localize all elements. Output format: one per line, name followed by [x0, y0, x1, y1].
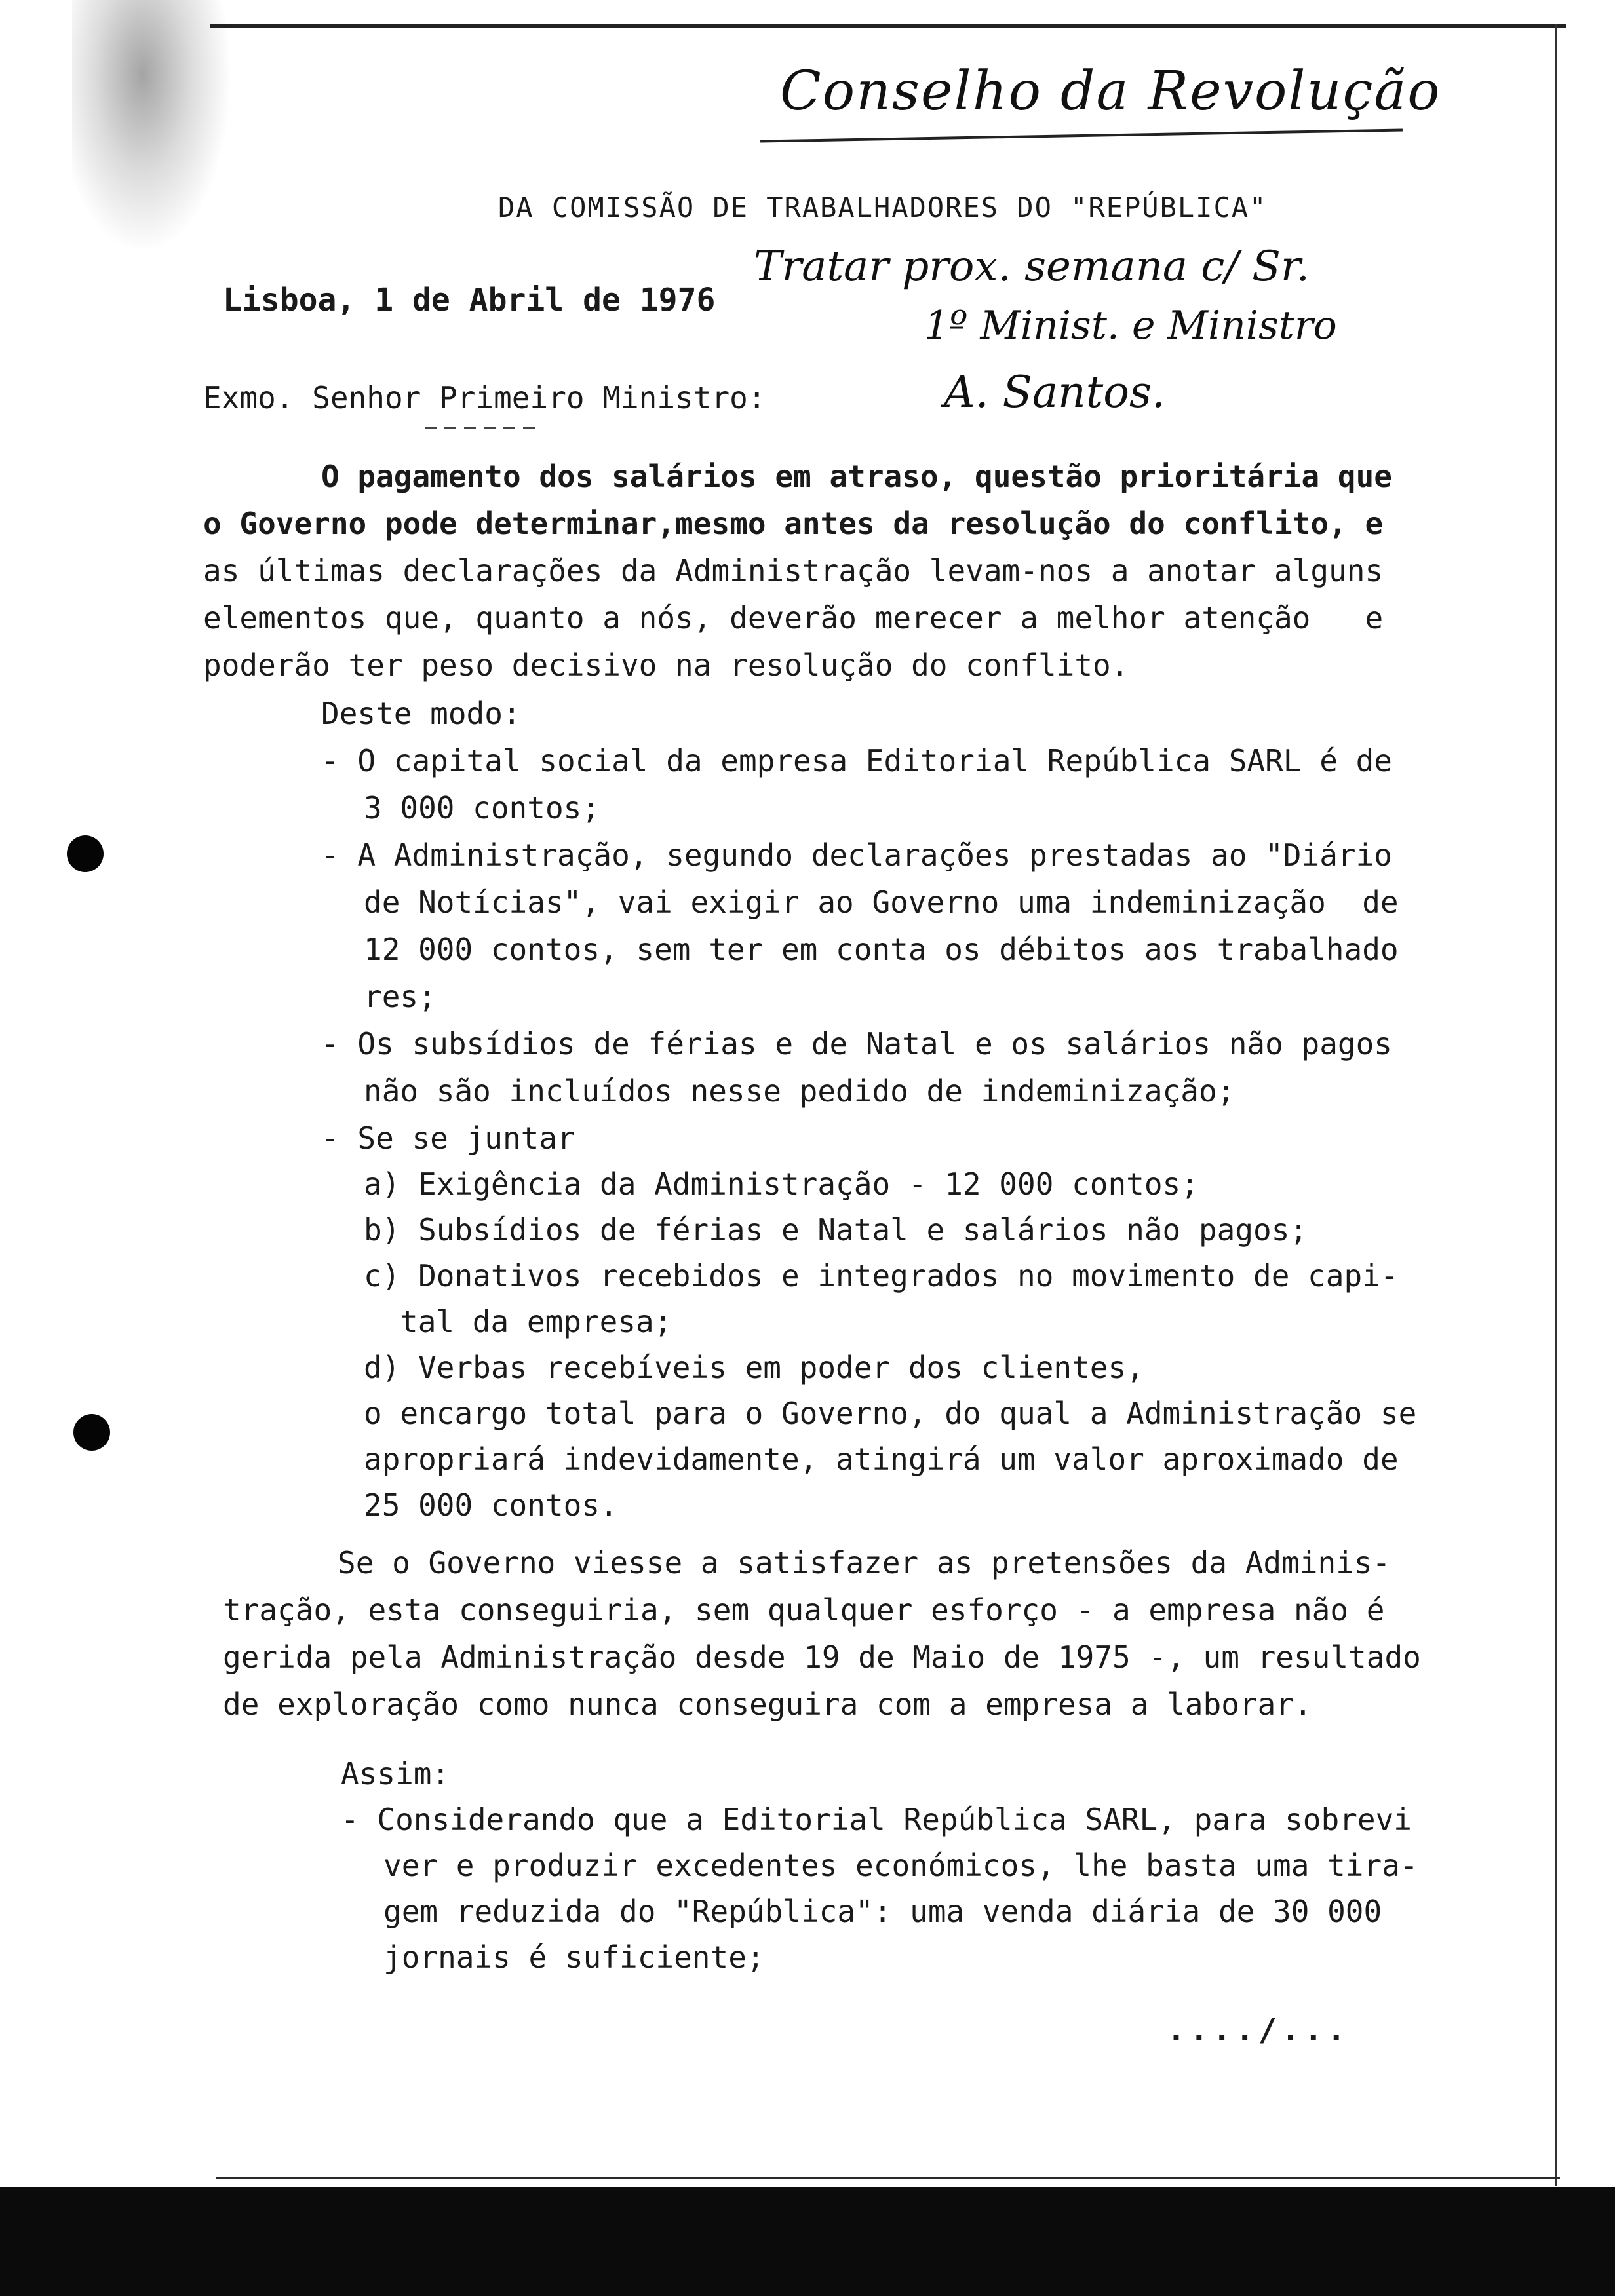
body-line: 12 000 contos, sem ter em conta os débitos aos trabalhado	[364, 932, 1399, 967]
body-line: d) Verbas recebíveis em poder dos clientes,	[364, 1350, 1144, 1385]
body-line: - O capital social da empresa Editorial República SARL é de	[321, 743, 1392, 778]
body-line: Se o Governo viesse a satisfazer as pretensões da Adminis-	[338, 1545, 1391, 1580]
page-right-border	[1555, 24, 1557, 2186]
body-line: b) Subsídios de férias e Natal e salários não pagos;	[364, 1212, 1308, 1248]
body-line: apropriará indevidamente, atingirá um valor aproximado de	[364, 1442, 1399, 1477]
body-line: de Notícias", vai exigir ao Governo uma indeminização de	[364, 885, 1399, 920]
handwritten-note-line-2: 1º Minist. e Ministro	[924, 303, 1337, 349]
body-line: não são incluídos nesse pedido de indeminização;	[364, 1073, 1236, 1109]
page-bottom-border	[216, 2177, 1560, 2179]
scan-bottom-band	[0, 2187, 1615, 2296]
body-line: o encargo total para o Governo, do qual a Administração se	[364, 1396, 1417, 1431]
body-line: - Se se juntar	[321, 1120, 575, 1156]
body-line: gerida pela Administração desde 19 de Maio de 1975 -, um resultado	[223, 1639, 1421, 1675]
handwritten-note-line-1: Tratar prox. semana c/ Sr.	[754, 242, 1310, 291]
body-line: ver e produzir excedentes económicos, lhe basta uma tira-	[383, 1848, 1418, 1883]
body-line: tração, esta conseguiria, sem qualquer esforço - a empresa não é	[223, 1592, 1385, 1628]
punch-hole-bottom	[73, 1414, 110, 1451]
page-continuation-mark: ..../...	[1167, 2012, 1350, 2048]
body-line: O pagamento dos salários em atraso, questão prioritária que	[321, 459, 1392, 494]
body-line: - Considerando que a Editorial República SARL, para sobrevi	[341, 1802, 1412, 1837]
salutation-strike-mark	[425, 427, 543, 429]
body-line: o Governo pode determinar,mesmo antes da resolução do conflito, e	[203, 506, 1384, 541]
body-line: - Os subsídios de férias e de Natal e os salários não pagos	[321, 1026, 1392, 1062]
body-line: Deste modo:	[321, 696, 521, 731]
scan-smudge	[72, 0, 229, 249]
body-line: jornais é suficiente;	[383, 1940, 765, 1975]
body-line: 3 000 contos;	[364, 790, 600, 826]
punch-hole-top	[67, 835, 104, 872]
body-line: 25 000 contos.	[364, 1487, 618, 1523]
letter-heading: DA COMISSÃO DE TRABALHADORES DO "REPÚBLICA"	[498, 191, 1268, 223]
body-line: tal da empresa;	[400, 1304, 672, 1339]
letter-date: Lisboa, 1 de Abril de 1976	[223, 282, 716, 318]
body-line: Assim:	[341, 1756, 450, 1791]
body-line: a) Exigência da Administração - 12 000 contos;	[364, 1166, 1199, 1202]
body-line: poderão ter peso decisivo na resolução do conflito.	[203, 647, 1129, 683]
body-line: de exploração como nunca conseguira com a empresa a laborar.	[223, 1687, 1312, 1722]
page-top-border	[210, 24, 1566, 28]
letter-salutation: Exmo. Senhor Primeiro Ministro:	[203, 380, 766, 415]
handwritten-title: Conselho da Revolução	[780, 60, 1441, 123]
handwritten-title-underline	[760, 128, 1403, 142]
handwritten-signature: A. Santos.	[944, 367, 1165, 417]
body-line: gem reduzida do "República": uma venda diária de 30 000	[383, 1894, 1382, 1929]
body-line: - A Administração, segundo declarações prestadas ao "Diário	[321, 837, 1392, 873]
body-line: as últimas declarações da Administração levam-nos a anotar alguns	[203, 553, 1384, 588]
body-line: elementos que, quanto a nós, deverão merecer a melhor atenção e	[203, 600, 1384, 636]
body-line: res;	[364, 979, 437, 1014]
body-line: c) Donativos recebidos e integrados no movimento de capi-	[364, 1258, 1399, 1293]
